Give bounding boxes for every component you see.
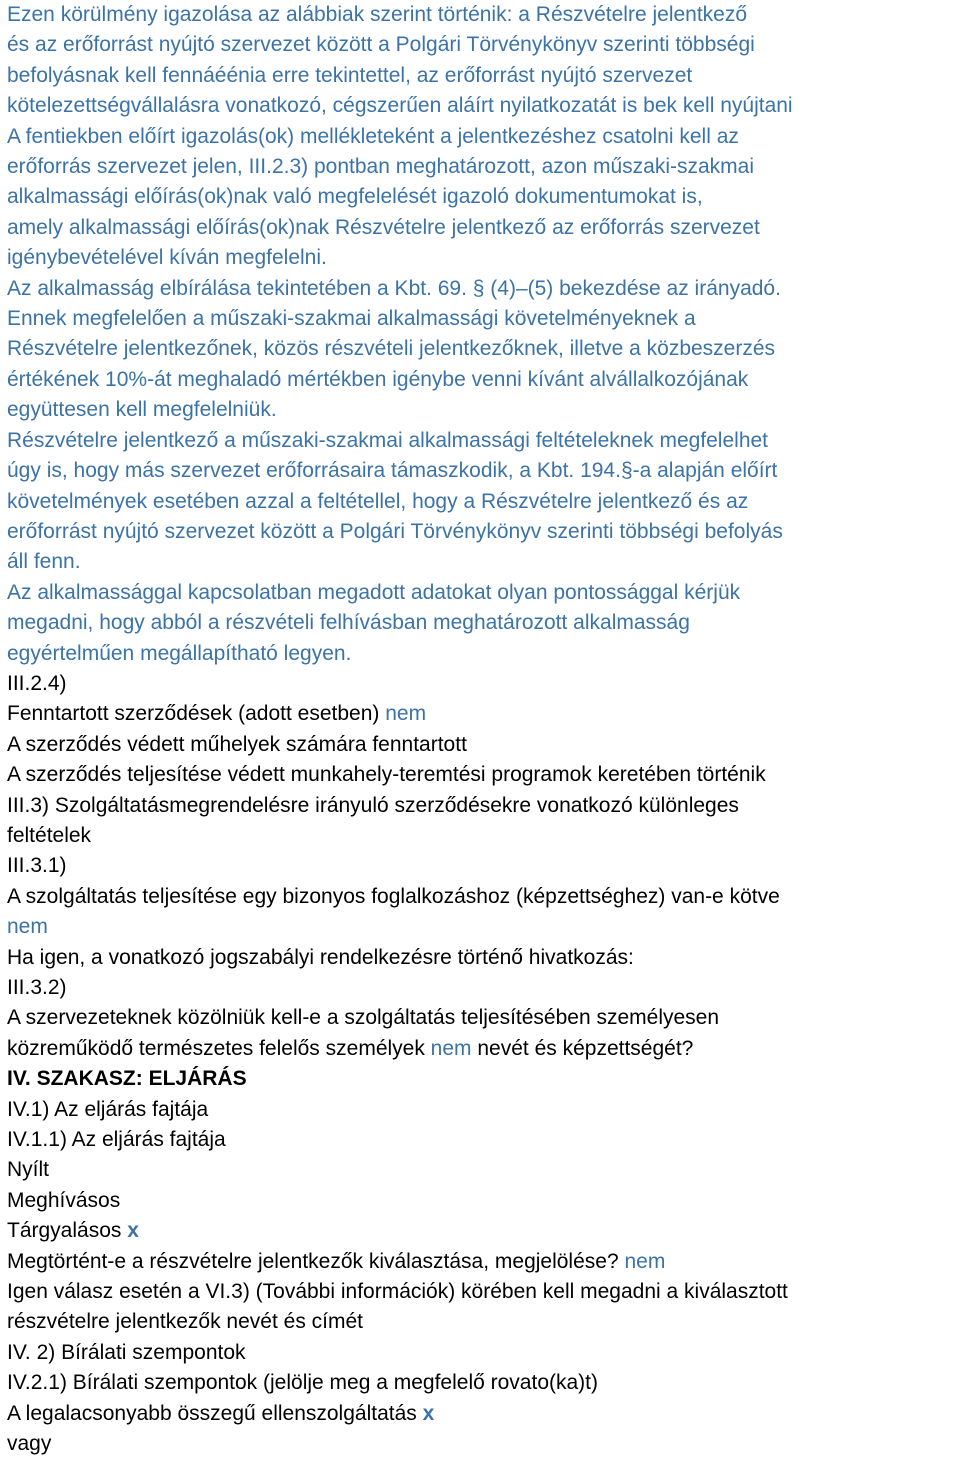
text-line xyxy=(7,1247,954,1277)
text-segment: együttesen kell megfelelniük. xyxy=(7,398,277,422)
text-segment: III.2.4) xyxy=(7,671,67,695)
text-line xyxy=(7,639,954,669)
text-segment: erőforrást nyújtó szervezet között a Polgári Törvénykönyv szerinti többségi befolyás xyxy=(7,519,783,543)
text-line xyxy=(7,821,954,851)
text-segment: A szerződés teljesítése védett munkahely-teremtési programok keretében történik xyxy=(7,763,766,787)
text-line xyxy=(7,1155,954,1185)
text-segment: nem xyxy=(385,702,427,726)
text-segment: Részvételre jelentkezőnek, közös részvételi jelentkezőknek, illetve a közbeszerzés xyxy=(7,337,776,361)
text-segment: alkalmassági előírás(ok)nak való megfelelését igazoló dokumentumokat is, xyxy=(7,185,703,209)
text-segment: Részvételre jelentkező a műszaki-szakmai alkalmassági feltételeknek megfelelhet xyxy=(7,428,769,452)
text-segment: Igen válasz esetén a VI.3) (További információk) körében kell megadni a kiválasztott xyxy=(7,1280,788,1304)
text-segment: Meghívásos xyxy=(7,1188,121,1212)
text-line xyxy=(7,243,954,273)
text-line xyxy=(7,608,954,638)
text-segment: egyértelműen megállapítható legyen. xyxy=(7,641,352,665)
text-segment: nem xyxy=(430,1036,472,1060)
text-line xyxy=(7,730,954,760)
text-line xyxy=(7,912,954,942)
text-segment: feltételek xyxy=(7,823,92,847)
text-segment: Ennek megfelelően a műszaki-szakmai alkalmassági követelményeknek a xyxy=(7,307,696,331)
text-segment: követelmények esetében azzal a feltétellel, hogy a Részvételre jelentkező és az xyxy=(7,489,749,513)
text-line xyxy=(7,456,954,486)
text-line xyxy=(7,1186,954,1216)
text-segment: A szerződés védett műhelyek számára fenntartott xyxy=(7,732,467,756)
text-line xyxy=(7,669,954,699)
text-line xyxy=(7,91,954,121)
text-segment: A legalacsonyabb összegű ellenszolgáltatás xyxy=(7,1401,423,1425)
text-line xyxy=(7,426,954,456)
text-segment: kötelezettségvállalásra vonatkozó, cégszerűen aláírt nyilatkozatát is bek kell nyújtani xyxy=(7,94,793,118)
text-line xyxy=(7,152,954,182)
text-segment: befolyásnak kell fennáéénia erre tekintettel, az erőforrást nyújtó szervezet xyxy=(7,63,693,87)
text-segment: A szervezeteknek közölniük kell-e a szolgáltatás teljesítésében személyesen xyxy=(7,1006,720,1030)
text-segment: x xyxy=(422,1401,435,1425)
text-segment: IV.2.1) Bírálati szempontok (jelölje meg a megfelelő rovato(ka)t) xyxy=(7,1371,598,1395)
text-segment: Ezen körülmény igazolása az alábbiak szerint történik: a Részvételre jelentkező xyxy=(7,3,748,26)
text-segment: A szolgáltatás teljesítése egy bizonyos foglalkozáshoz (képzettséghez) van-e kötve xyxy=(7,884,780,908)
text-segment: amely alkalmassági előírás(ok)nak Részvételre jelentkező az erőforrás szervezet xyxy=(7,215,760,239)
text-segment: igénybevételével kíván megfelelni. xyxy=(7,246,327,270)
text-line xyxy=(7,334,954,364)
text-line xyxy=(7,395,954,425)
text-line xyxy=(7,213,954,243)
text-line xyxy=(7,487,954,517)
text-segment: III.3.2) xyxy=(7,976,67,999)
text-line xyxy=(7,1216,954,1246)
text-line xyxy=(7,0,954,30)
text-segment: nem xyxy=(7,915,48,939)
text-line xyxy=(7,851,954,881)
text-line xyxy=(7,1095,954,1125)
text-segment: megadni, hogy abból a részvételi felhívásban meghatározott alkalmasság xyxy=(7,611,690,635)
text-segment: vagy xyxy=(7,1432,52,1456)
text-segment: Az alkalmassággal kapcsolatban megadott adatokat olyan pontossággal kérjük xyxy=(7,580,741,604)
text-segment: IV.1.1) Az eljárás fajtája xyxy=(7,1128,226,1152)
text-line xyxy=(7,1003,954,1033)
text-segment: IV. SZAKASZ: ELJÁRÁS xyxy=(7,1067,247,1091)
text-line xyxy=(7,699,954,729)
text-segment: III.3) Szolgáltatásmegrendelésre irányuló szerződésekre vonatkozó különleges xyxy=(7,793,739,817)
text-line xyxy=(7,365,954,395)
text-line xyxy=(7,1307,954,1337)
text-segment: erőforrás szervezet jelen, III.2.3) pontban meghatározott, azon műszaki-szakmai xyxy=(7,155,755,179)
text-segment: A fentiekben előírt igazolás(ok) mellékleteként a jelentkezéshez csatolni kell az xyxy=(7,124,739,148)
text-segment: Ha igen, a vonatkozó jogszabályi rendelkezésre történő hivatkozás: xyxy=(7,945,634,969)
text-segment: IV.1) Az eljárás fajtája xyxy=(7,1097,209,1121)
text-line xyxy=(7,882,954,912)
text-line xyxy=(7,182,954,212)
text-segment: IV. 2) Bírálati szempontok xyxy=(7,1340,246,1364)
text-line xyxy=(7,122,954,152)
text-line xyxy=(7,1429,954,1459)
text-line xyxy=(7,517,954,547)
text-line xyxy=(7,578,954,608)
text-segment: közreműködő természetes felelős személyek xyxy=(7,1036,431,1060)
text-line xyxy=(7,973,954,1003)
text-segment: részvételre jelentkezők nevét és címét xyxy=(7,1310,363,1334)
text-segment: nem xyxy=(624,1249,666,1273)
text-line xyxy=(7,791,954,821)
text-line xyxy=(7,1277,954,1307)
text-line xyxy=(7,304,954,334)
text-line xyxy=(7,1064,954,1094)
text-segment: Nyílt xyxy=(7,1158,49,1182)
text-line xyxy=(7,760,954,790)
text-line xyxy=(7,1338,954,1368)
text-line xyxy=(7,943,954,973)
text-segment: Tárgyalásos xyxy=(7,1219,128,1243)
text-segment: úgy is, hogy más szervezet erőforrásaira támaszkodik, a Kbt. 194.§-a alapján előírt xyxy=(7,459,778,483)
text-segment: értékének 10%-át meghaladó mértékben igénybe venni kívánt alvállalkozójának xyxy=(7,367,749,391)
text-segment: és az erőforrást nyújtó szervezet között a Polgári Törvénykönyv szerinti többségi xyxy=(7,33,755,57)
text-segment: III.3.1) xyxy=(7,854,67,878)
text-segment: Az alkalmasság elbírálása tekintetében a Kbt. 69. § (4)–(5) bekezdése az irányadó. xyxy=(7,276,781,300)
text-segment: áll fenn. xyxy=(7,550,81,574)
text-line xyxy=(7,1399,954,1429)
text-line xyxy=(7,547,954,577)
text-line xyxy=(7,1125,954,1155)
text-line xyxy=(7,274,954,304)
text-line xyxy=(7,1368,954,1398)
text-segment: Fenntartott szerződések (adott esetben) xyxy=(7,702,386,726)
text-line xyxy=(7,30,954,60)
text-line xyxy=(7,1034,954,1064)
text-line xyxy=(7,61,954,91)
text-segment: nevét és képzettségét? xyxy=(471,1036,694,1060)
text-segment: x xyxy=(127,1219,139,1243)
text-segment: Megtörtént-e a részvételre jelentkezők kiválasztása, megjelölése? xyxy=(7,1249,625,1273)
